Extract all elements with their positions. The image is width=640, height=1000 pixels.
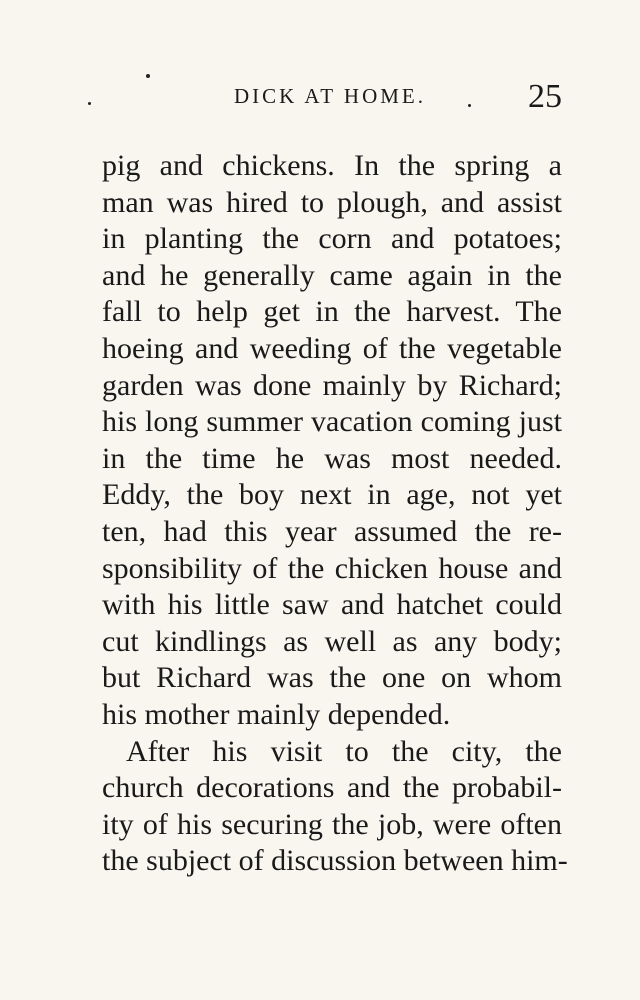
text-line: ten, had this year assumed the re- bbox=[102, 514, 562, 548]
text-line: the subject of discussion between him- bbox=[102, 844, 568, 878]
running-head: DICK AT HOME. bbox=[233, 84, 427, 108]
text-line: pig and chickens. In the spring a bbox=[102, 149, 562, 182]
text-line: fall to help get in the harvest. The bbox=[102, 295, 562, 329]
text-line: After his visit to the city, the bbox=[126, 734, 562, 768]
text-line: and he generally came again in the bbox=[102, 258, 562, 292]
text-line: in the time he was most needed. bbox=[102, 441, 562, 475]
text-line: his long summer vacation coming just bbox=[102, 405, 562, 439]
text-line: ity of his securing the job, were often bbox=[102, 807, 562, 841]
text-line: but Richard was the one on whom bbox=[102, 661, 562, 695]
text-line: sponsibility of the chicken house and bbox=[102, 551, 562, 585]
body-text bbox=[102, 148, 568, 880]
text-line: hoeing and weeding of the vegetable bbox=[102, 331, 562, 365]
text-line: with his little saw and hatchet could bbox=[102, 588, 562, 622]
print-speck bbox=[146, 74, 150, 78]
text-line: cut kindlings as well as any body; bbox=[102, 624, 562, 658]
text-line: his mother mainly depended. bbox=[102, 697, 451, 731]
paragraph bbox=[102, 734, 568, 880]
paragraph bbox=[102, 148, 562, 734]
text-line: church decorations and the probabil- bbox=[102, 771, 562, 805]
text-line: garden was done mainly by Richard; bbox=[102, 368, 562, 402]
page-number: 25 bbox=[528, 78, 562, 115]
text-line: Eddy, the boy next in age, not yet bbox=[102, 478, 562, 512]
text-line: man was hired to plough, and assist bbox=[102, 185, 562, 219]
text-line: in planting the corn and potatoes; bbox=[102, 222, 562, 256]
